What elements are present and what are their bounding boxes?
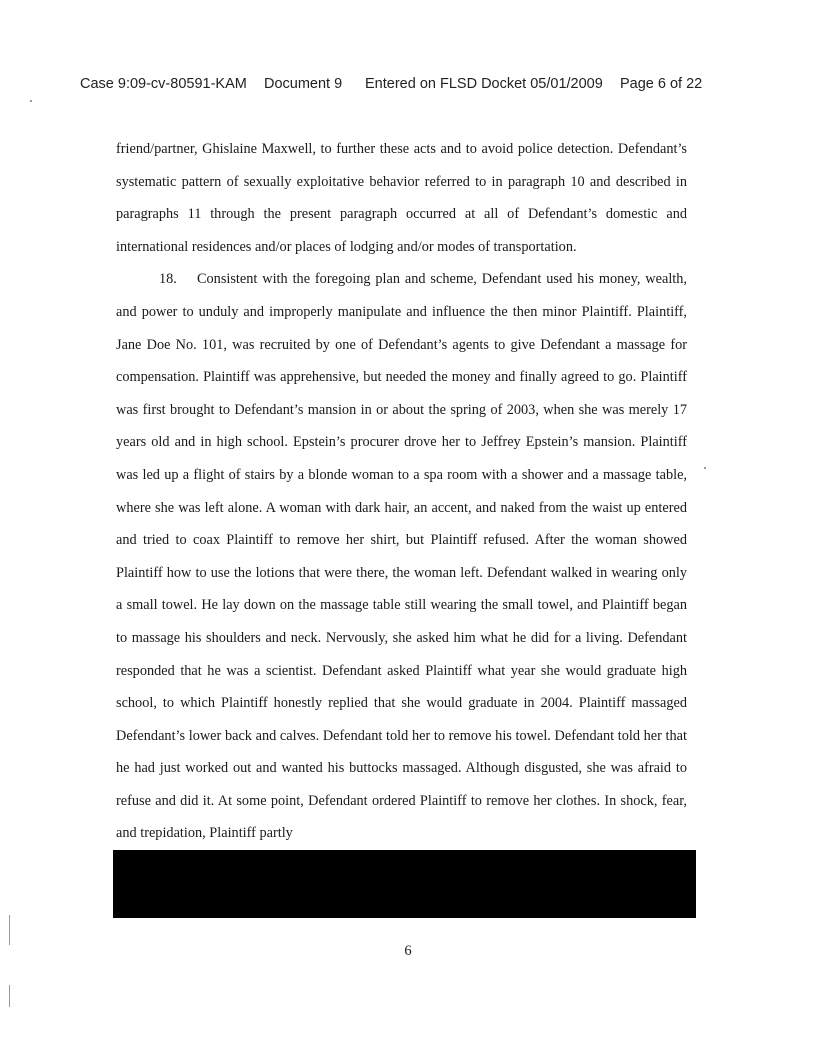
redaction-block <box>113 850 696 918</box>
scan-mark <box>9 915 10 945</box>
document-number: Document 9 <box>264 76 343 92</box>
page-number: 6 <box>404 943 412 959</box>
continuation-paragraph: friend/partner, Ghislaine Maxwell, to further these acts and to avoid police detection. Defendant’s systematic pattern of sexually exploitative behavior referred to in paragraph 10 and described in paragraphs 11 through the present paragraph occurred at all of Defendant’s domestic and international residences and/or places of lodging and/or modes of transportation. <box>116 141 687 255</box>
paragraph-18-text: Consistent with the foregoing plan and scheme, Defendant used his money, wealth, and power to unduly and improperly manipulate and influence the then minor Plaintiff. Plaintiff, Jane Doe No. 101, was recruited by one of Defendant’s agents to give Defendant a massage for compensation. Plaintiff was apprehensive, but needed the money and finally agreed to go. Plaintiff was first brought to Defendant’s mansion in or about the spring of 2003, when she was merely 17 years old and in high school. Epstein’s procurer drove her to Jeffrey Epstein’s mansion. Plaintiff was led up a flight of stairs by a blonde woman to a spa room with a shower and a massage table, where she was left alone. A woman with dark hair, an accent, and naked from the waist up entered and tried to coax Plaintiff to remove her shirt, but Plaintiff refused. After the woman showed Plaintiff how to use the lotions that were there, the woman left. Defendant walked in wearing only a small towel. He lay down on the massage table still wearing the small towel, and Plaintiff began to massage his shoulders and neck. Nervously, she asked him what he did for a living. Defendant responded that he was a scientist. Defendant asked Plaintiff what year she would graduate high school, to which Plaintiff honestly replied that she would graduate in 2004. Plaintiff massaged Defendant’s lower back and calves. Defendant told her to remove his towel. Defendant told her that he had just worked out and wanted his buttocks massaged. Although disgusted, she was afraid to refuse and did it. At some point, Defendant ordered Plaintiff to remove her clothes. In shock, fear, and trepidation, Plaintiff partly <box>116 271 687 842</box>
scan-mark <box>704 467 706 469</box>
docket-entry-date: Entered on FLSD Docket 05/01/2009 <box>365 76 603 92</box>
paragraph-number: 18. <box>159 271 177 288</box>
page-of-total: Page 6 of 22 <box>620 76 703 92</box>
scan-mark <box>30 100 32 102</box>
paragraph-18 <box>116 263 687 850</box>
document-body <box>116 133 687 850</box>
case-number: Case 9:09-cv-80591-KAM <box>80 76 247 92</box>
scan-mark <box>9 985 10 1007</box>
